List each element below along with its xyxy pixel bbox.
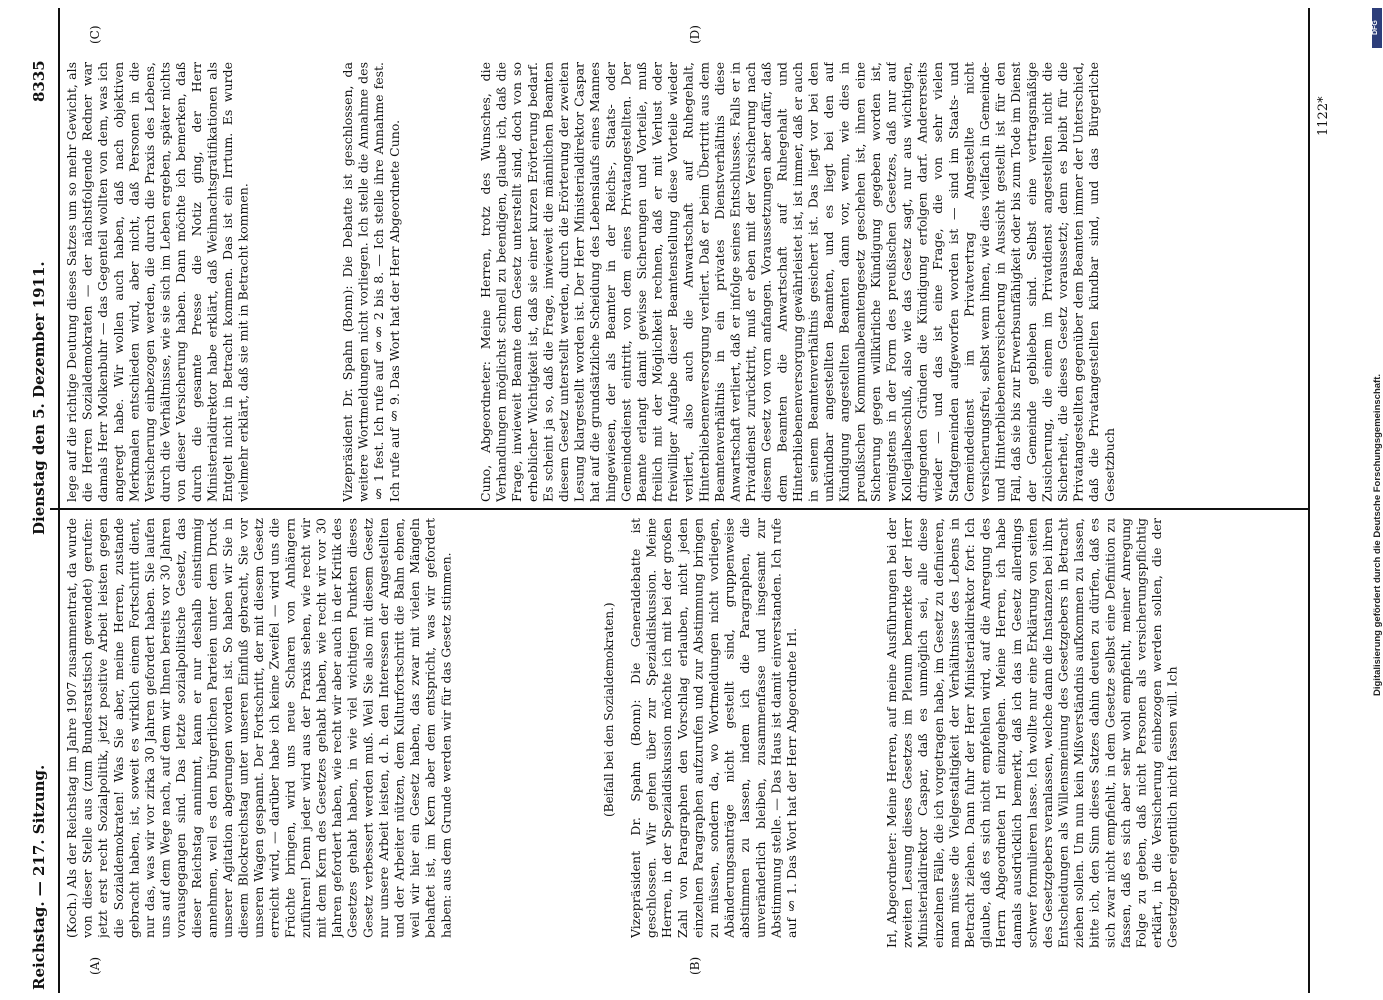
right-column-top: lege auf die richtige Deutung dieses Satzes um so mehr Gewicht, als die Herren Sozialdemokraten — der nächstfolgende Redner war damals Herr Molkenbuhr — das Gegenteil wollten von dem, was ich angeregt habe. Wir wollen auch haben, daß nach objektiven Merkmalen entschieden wird, aber nicht, daß Personen in die Versicherung einbezogen werden, die durch die Praxis des Lebens, durch die Verhältnisse, wie sie sich im Leben ergeben, später nichts von dieser Versicherung haben. Dann möchte ich bemerken, daß durch die gesamte Presse die Notiz ging, der Herr Ministerialdirektor habe erklärt, daß Weihnachtsgratifikationen als Entgelt nicht in Betracht kommen. Das ist ein Irrtum. Es wurde vielmehr erklärt, daß sie mit in Betracht kommen. — [64, 62, 251, 502]
bottom-rule — [1308, 8, 1310, 993]
left-column-top: (Koch.) Als der Reichstag im Jahre 1907 zusammentrat, da wurde von dieser Stelle aus (zum Bundesratstisch gewendet) gerufen: jetzt erst recht Sozialpolitik, jetzt positive Arbeit leisten gegen die Sozialdemokraten! Was Sie aber, meine Herren, zustande gebracht haben, ist, soweit es wirklich einem Fortschritt dient, nur das, was wir vor zirka 30 Jahren gefordert haben. Sie laufen uns auf dem Wege nach, auf dem wir Ihnen bereits vor 30 Jahren vorausgegangen sind. Das letzte sozialpolitische Gesetz, das dieser Reichstag annimmt, kann er nur deshalb einstimmig annehmen, weil es den bürgerlichen Parteien unter dem Druck unserer Agitation abgerungen worden ist. So haben wir Sie in diesem Blockreichstag unter unseren Einfluß gebracht, Sie vor unseren Wagen gespannt. Der Fortschritt, der mit diesem Gesetz erreicht wird, — darüber habe ich keine Zweifel — wird uns die Früchte bringen, wird uns neue Scharen von Anhängern zuführen! Denn jeder wird aus der Praxis sehen, wie recht wir mit dem Kern des Gesetzes gehabt haben, wie recht wir vor 30 Jahren gefordert haben, wie recht wir aber auch in der Kritik des Gesetzes gehabt haben, in wie viel wichtigen Punkten dieses Gesetz verbessert werden muß. Weil Sie also mit diesem Gesetz nur unsere Arbeit leisten, d. h. den Interessen der Angestellten und der Arbeiter nützen, dem Kulturfortschritt die Bahn ebnen, weil wir hier ein Gesetz haben, das zwar mit vielen Mängeln behaftet ist, im Kern aber dem entspricht, was wir gefordert haben: aus dem Grunde werden wir für das Gesetz stimmen. — [64, 518, 454, 938]
left-applause: (Beifall bei den Sozialdemokraten.) — [602, 602, 616, 818]
margin-letter-a: (A) — [88, 956, 102, 975]
page-number: 8335 — [30, 60, 48, 102]
digitization-stamp: Digitalisierung gefördert durch die Deutsche Forschungsgemeinschaft. — [1372, 374, 1383, 696]
header-rule — [58, 8, 60, 993]
header-left: Reichstag. — 217. Sitzung. — [30, 764, 48, 990]
right-column-middle: Vizepräsident Dr. Spahn (Bonn): Die Debatte ist geschlossen, da weitere Wortmeldungen nicht vorliegen. Ich stelle die Annahme des § 1 fest. Ich rufe auf §§ 2 bis 8. — Ich stelle ihre Annahme fest. Ich rufe auf § 9. Das Wort hat der Herr Abgeordnete Cuno. — [340, 62, 402, 502]
dfg-logo-icon: DFG — [1372, 8, 1382, 48]
right-column-bottom: Cuno, Abgeordneter: Meine Herren, trotz des Wunsches, die Verhandlungen möglichst schnell zu beendigen, glaube ich, daß die Frage, inwieweit Beamte dem Gesetz unterstellt sind, doch von so erheblicher Wichtigkeit ist, daß sie einer kurzen Erörterung bedarf. Es scheint ja so, daß die Frage, inwieweit die männlichen Beamten diesem Gesetz unterstellt werden, durch die Erörterung der zweiten Lesung klargestellt worden ist. Der Herr Ministerialdirektor Caspar hat auf die grundsätzliche Scheidung des Lebenslaufs eines Mannes hingewiesen, der als Beamter in der Reichs-, Staats- oder Gemeindedienst eintritt, von dem eines Privatangestellten. Der Beamte erlangt damit gewisse Sicherungen und Vorteile, muß freilich mit der Möglichkeit rechnen, daß er mit Verlust oder freiwilliger Aufgabe dieser Beamtenstellung diese Vorteile wieder verliert, also auch die Anwartschaft auf Ruhegehalt, Hinterbliebenenversorgung verliert. Daß er beim Übertritt aus dem Beamtenverhältnis in ein privates Dienstverhältnis diese Anwartschaft verliert, daß er infolge seines Entschlusses. Falls er in Privatdienst zurücktritt, muß er eben mit der Versicherung nach diesem Gesetz von vorn anfangen. Voraussetzungen aber dafür, daß dem Beamten die Anwartschaft auf Ruhegehalt und Hinterbliebenenversorgung gewährleistet ist, ist immer, daß er auch in seinem Beamtenverhältnis gesichert ist. Das liegt vor bei den unkündbar angestellten Beamten, und es liegt bei den auf Kündigung angestellten Beamten dann vor, wenn, wie dies in preußischen Kommunalbeamtengesetz geschehen ist, ihnen eine Sicherung gegen willkürliche Kündigung gegeben worden ist, wenigstens in der Form des preußischen Gesetzes, daß nur auf Kollegialbeschluß, also wie das Gesetz sagt, nur aus wichtigen, dringenden Gründen die Kündigung erfolgen darf. Andererseits wieder — und das ist eine Frage, die von sehr vielen Stadtgemeinden aufgeworfen worden ist — sind im Staats- und Gemeindedienst im Privatvertrag Angestellte nicht versicherungsfrei, selbst wenn ihnen, wie dies vielfach in Gemeinde- und Hinterbliebenenversicherung in Aussicht gestellt ist für den Fall, daß sie bis zur Erwerbsunfähigkeit oder bis zum Tode im Dienst der Gemeinde geblieben sind. Selbst eine vertragsmäßige Zusicherung, die einem im Privatdienst angestellten nicht die Sicherheit, die dieses Gesetz voraussetzt; denn es bleibt für die Privatangestellten gegenüber dem Beamten immer der Unterschied, daß die Privatangestellten kündbar sind, und das Bürgerliche Gesetzbuch — [478, 62, 1117, 502]
header-right: Dienstag den 5. Dezember 1911. — [30, 261, 48, 535]
margin-letter-b: (B) — [688, 956, 702, 975]
left-column-bottom: Irl, Abgeordneter: Meine Herren, auf meine Ausführungen bei der zweiten Lesung dieses Gesetzes im Plenum bemerkte der Herr Ministerialdirektor Caspar, daß es unmöglich sei, alle diese einzelnen Fälle, die ich vorgetragen habe, im Gesetz zu definieren, man müsse die Vielgestaltigkeit der Verhältnisse des Lebens in Betracht ziehen. Dann fuhr der Herr Ministerialdirektor fort: Ich glaube, daß es sich nicht empfehlen wird, auf die Anregung des Herrn Abgeordneten Irl einzugehen. Meine Herren, ich habe damals ausdrücklich bemerkt, daß ich das im Gesetz allerdings schwer formulieren lasse. Ich wollte nur eine Erklärung von seiten des Gesetzgebers veranlassen, welche dann die Instanzen bei ihren Entscheidungen als Willensmeinung des Gesetzgebers in Betracht ziehen sollen. Um nun kein Mißverständnis aufkommen zu lassen, bitte ich, den Sinn dieses Satzes dahin deuten zu dürfen, daß es sich zwar nicht empfiehlt, in dem Gesetze selbst eine Definition zu fassen, daß es sich aber sehr wohl empfiehlt, meiner Anregung Folge zu geben, daß nicht Personen als versicherungspflichtig erklärt, in die Versicherung einbezogen werden sollen, die der Gesetzgeber eigentlich nicht fassen will. Ich — [884, 518, 1180, 948]
margin-letter-c: (C) — [88, 25, 102, 44]
column-separator — [50, 508, 1310, 510]
margin-letter-d: (D) — [688, 25, 702, 44]
signature-mark: 1122* — [1316, 96, 1331, 136]
left-column-middle: Vizepräsident Dr. Spahn (Bonn): Die Generaldebatte ist geschlossen. Wir gehen über zur Spezialdiskussion. Meine Herren, in der Spezialdiskussion möchte ich mit bei der großen Zahl von Paragraphen den Vorschlag erlauben, nicht jeden einzelnen Paragraphen aufzurufen und zur Abstimmung bringen zu müssen, sondern da, wo Wortmeldungen nicht vorliegen, Abänderungsanträge nicht gestellt sind, gruppenweise abstimmen zu lassen, indem ich die Paragraphen, die unveränderlich bleiben, zusammenfasse und insgesamt zur Abstimmung stelle. — Das Haus ist damit einverstanden. Ich rufe auf § 1. Das Wort hat der Herr Abgeordnete Irl. — [628, 518, 799, 938]
